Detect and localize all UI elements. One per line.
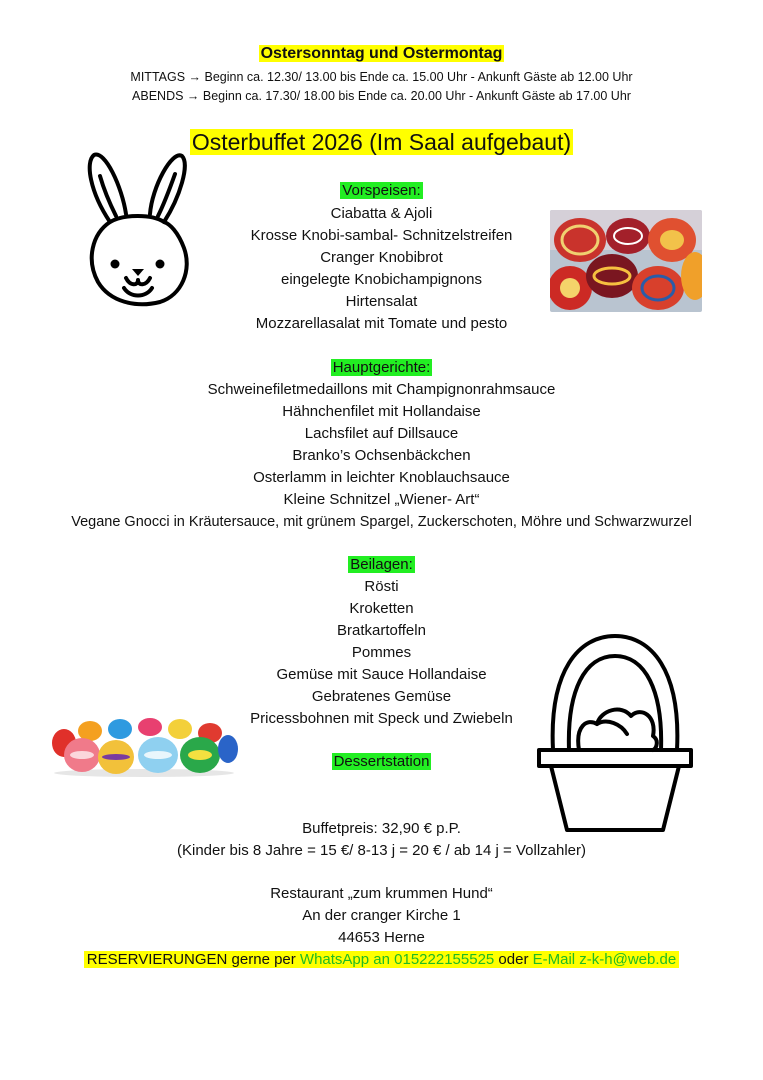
list-item: Krosse Knobi-sambal- Schnitzelstreifen	[250, 227, 513, 244]
list-item: Osterlamm in leichter Knoblauchsauce	[253, 469, 510, 486]
reservation-or: oder	[494, 951, 533, 968]
list-item: Kroketten	[349, 600, 414, 617]
price-line: Buffetpreis: 32,90 € p.P.	[302, 820, 461, 837]
vorspeisen-heading: Vorspeisen:	[342, 182, 421, 199]
list-item: Ciabatta & Ajoli	[330, 205, 433, 222]
hauptgerichte-heading: Hauptgerichte:	[332, 359, 431, 376]
mittags-line: MITTAGS → Beginn ca. 12.30/ 13.00 bis Ende ca. 15.00 Uhr - Ankunft Gäste ab 12.00 Uhr	[130, 70, 633, 84]
header	[0, 43, 763, 65]
list-item: Hirtensalat	[345, 293, 418, 310]
list-item: Kleine Schnitzel „Wiener- Art“	[283, 491, 480, 508]
basket-icon	[535, 630, 695, 835]
list-item: Rösti	[364, 578, 399, 595]
price-children: (Kinder bis 8 Jahre = 15 €/ 8-13 j = 20 € / ab 14 j = Vollzahler)	[177, 842, 586, 859]
buffet-title: Osterbuffet 2026 (Im Saal aufgebaut)	[191, 129, 572, 155]
restaurant-name: Restaurant „zum krummen Hund“	[270, 885, 493, 902]
list-item: eingelegte Knobichampignons	[281, 271, 482, 288]
dessert-wrap	[0, 751, 763, 773]
header-title: Ostersonntag und Ostermontag	[260, 45, 503, 62]
beilagen-heading: Beilagen:	[350, 556, 413, 573]
list-item: Pricessbohnen mit Speck und Zwiebeln	[250, 710, 513, 727]
list-item: Gemüse mit Sauce Hollandaise	[276, 666, 487, 683]
vorspeisen-heading-wrap	[0, 180, 763, 202]
hauptgerichte-heading-wrap	[0, 357, 763, 379]
list-item: Vegane Gnocci in Kräutersauce, mit grünem Spargel, Zuckerschoten, Möhre und Schwarzwurzel	[71, 514, 692, 530]
list-item: Branko’s Ochsenbäckchen	[292, 447, 471, 464]
reservation-line	[0, 949, 763, 971]
address-street: An der cranger Kirche 1	[302, 907, 461, 924]
list-item: Cranger Knobibrot	[320, 249, 443, 266]
dessert-heading: Dessertstation	[333, 753, 430, 770]
list-item: Pommes	[351, 644, 412, 661]
list-item: Bratkartoffeln	[337, 622, 426, 639]
list-item: Mozzarellasalat mit Tomate und pesto	[255, 315, 508, 332]
list-item: Hähnchenfilet mit Hollandaise	[282, 403, 481, 420]
list-item: Lachsfilet auf Dillsauce	[304, 425, 459, 442]
abends-line: ABENDS → Beginn ca. 17.30/ 18.00 bis Ende ca. 20.00 Uhr - Ankunft Gäste ab 17.00 Uhr	[132, 89, 631, 103]
whatsapp-link[interactable]: WhatsApp an 015222155525	[299, 951, 495, 968]
list-item: Schweinefiletmedaillons mit Champignonrahmsauce	[207, 381, 556, 398]
address-city: 44653 Herne	[338, 929, 425, 946]
email-link[interactable]: E-Mail z-k-h@web.de	[532, 951, 677, 968]
reservation-label: RESERVIERUNGEN	[86, 951, 228, 968]
beilagen-heading-wrap	[0, 554, 763, 576]
reservation-text: gerne per	[227, 951, 300, 968]
list-item: Gebratenes Gemüse	[311, 688, 452, 705]
